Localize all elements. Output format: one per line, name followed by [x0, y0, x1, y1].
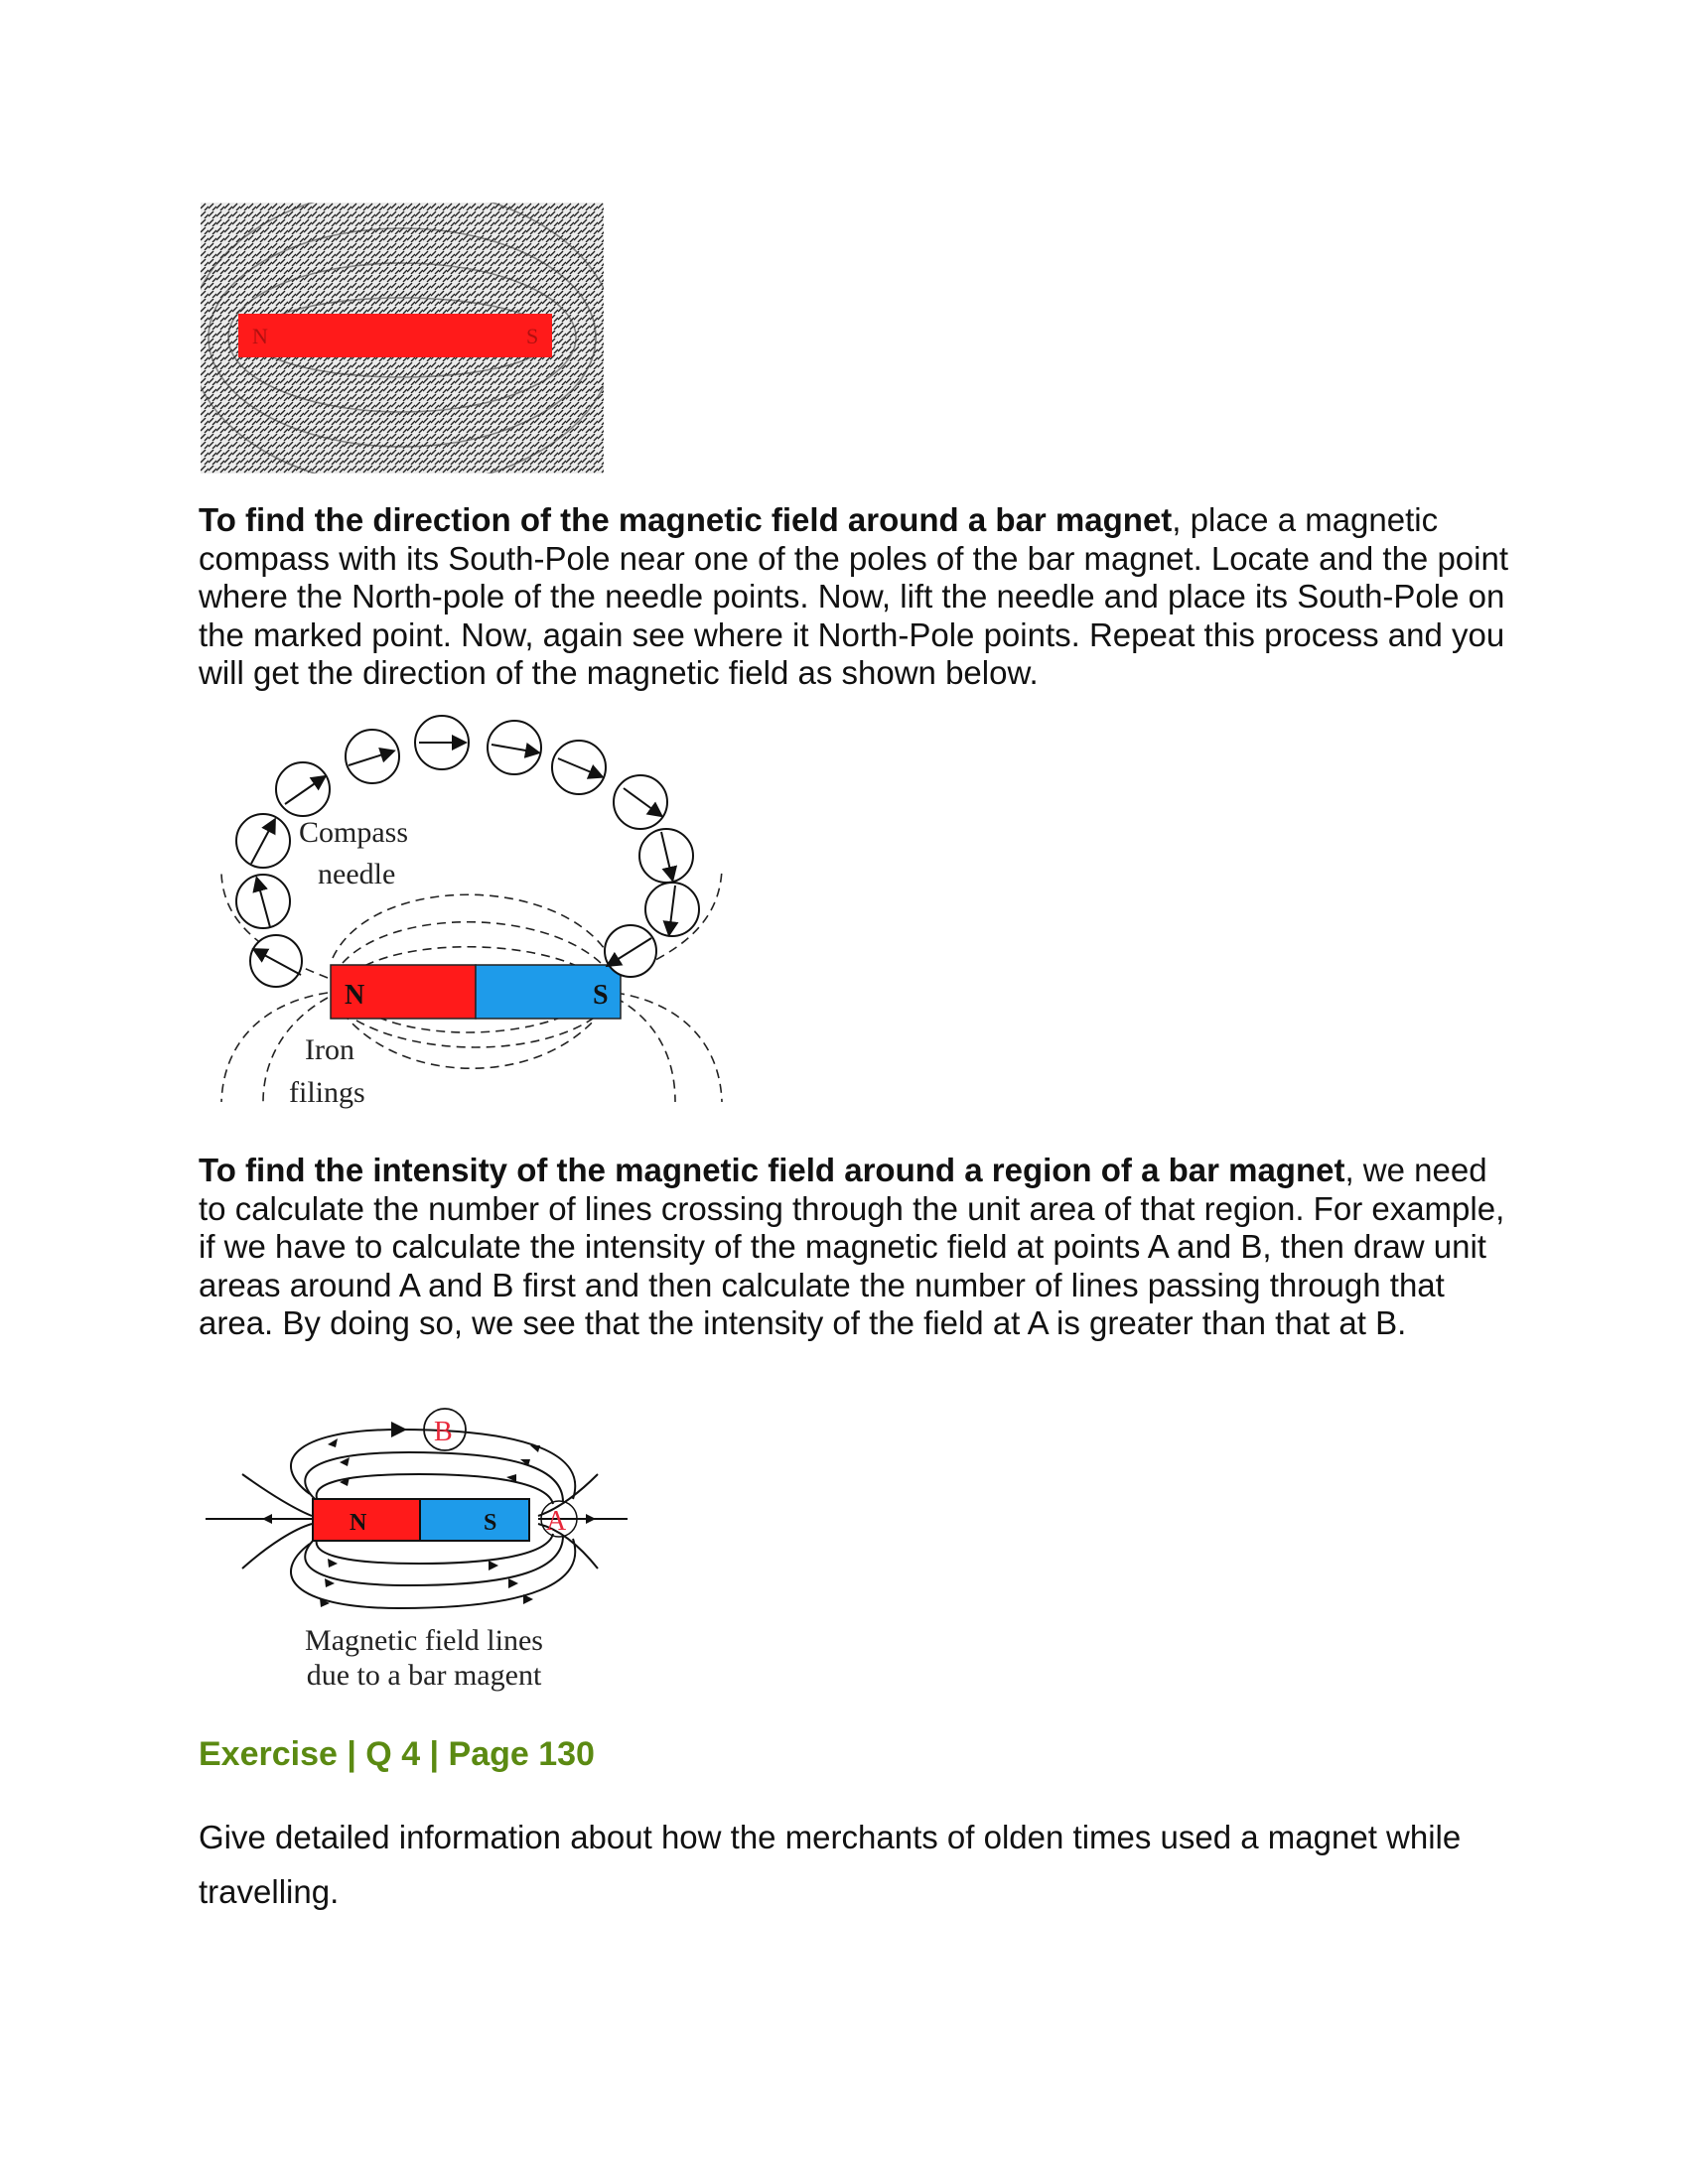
field-pole-s: S — [484, 1510, 497, 1536]
pole-s-label: S — [526, 324, 539, 348]
field-pole-n: N — [350, 1510, 367, 1536]
intensity-paragraph-bold: To find the intensity of the magnetic field around a region of a bar magnet — [199, 1152, 1345, 1188]
pole-n-label: N — [252, 324, 268, 348]
compass-icon — [276, 762, 330, 816]
point-a-label: A — [546, 1506, 567, 1537]
compass-icon — [236, 814, 290, 868]
compass-diagram — [204, 705, 750, 1122]
field-lines-diagram — [201, 1405, 647, 1703]
label-compass: Compass — [299, 816, 409, 849]
label-filings: filings — [289, 1076, 365, 1109]
iron-filings-figure — [201, 203, 604, 474]
exercise-heading: Exercise | Q 4 | Page 130 — [199, 1735, 595, 1773]
compass-icon — [645, 883, 699, 936]
magnet-pole-n: N — [345, 980, 365, 1011]
label-iron: Iron — [305, 1033, 354, 1066]
compass-icon — [614, 775, 667, 829]
compass-icon — [236, 875, 290, 928]
intensity-paragraph — [199, 1152, 1509, 1343]
label-needle: needle — [318, 858, 396, 890]
intensity-paragraph-text: , we need to calculate the number of lines crossing through the unit area of that region. For example, if we have to calculate the intensity of the magnetic field at points A and B, then draw unit areas around A and B first and then calculate the number of lines passing through that area. By doing so, we see that the intensity of the field at A is greater than that at B. — [199, 1152, 1505, 1341]
point-b-label: B — [434, 1417, 453, 1447]
exercise-question: Give detailed information about how the merchants of olden times used a magnet while travelling. — [199, 1819, 1462, 1910]
magnet-pole-s: S — [593, 980, 609, 1011]
compass-icon — [415, 716, 469, 769]
caption-line-2: due to a bar magent — [306, 1659, 542, 1692]
caption-line-1: Magnetic field lines — [305, 1624, 543, 1657]
direction-paragraph — [199, 501, 1509, 693]
compass-icon — [639, 829, 693, 883]
compass-icon — [488, 721, 541, 774]
compass-icon — [552, 741, 606, 794]
direction-paragraph-text: , place a magnetic compass with its South-Pole near one of the poles of the bar magnet. Locate and the point where the North-pole of the needle points. Now, lift the needle and place its South-Pole on the marked point. Now, again see where it North-Pole points. Repeat this process and you will get the direction of the magnetic field as shown below. — [199, 501, 1509, 691]
compass-icon — [250, 935, 302, 987]
direction-paragraph-bold: To find the direction of the magnetic field around a bar magnet — [199, 501, 1173, 538]
iron-filings-image — [201, 203, 604, 474]
compass-icon — [605, 925, 656, 977]
compass-icon — [346, 730, 399, 783]
